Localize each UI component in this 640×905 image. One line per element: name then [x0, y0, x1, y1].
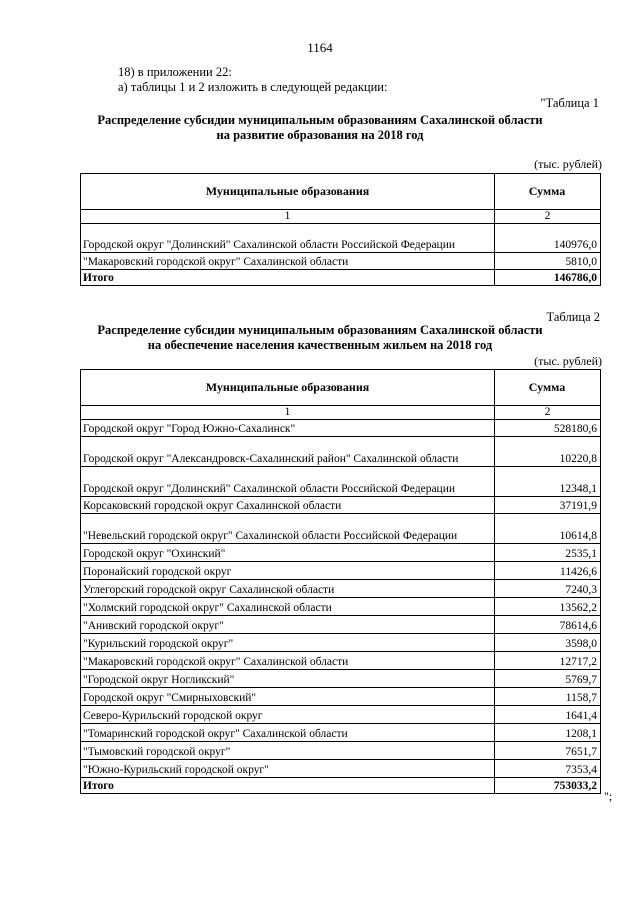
table2-row-sum: 7353,4 — [495, 760, 601, 778]
table2-row-name: "Невельский городской округ" Сахалинской области Российской Федерации — [81, 514, 495, 544]
table2-row-sum: 12717,2 — [495, 652, 601, 670]
table2-row-name: "Макаровский городской округ" Сахалинской области — [81, 652, 495, 670]
table2-row-name: Поронайский городской округ — [81, 562, 495, 580]
table-row — [81, 437, 601, 467]
table2-row-name: Городской округ "Охинский" — [81, 544, 495, 562]
table1-col-index-1: 1 — [81, 210, 495, 224]
table2-title-line2: на обеспечение населения качественным жильем на 2018 год — [147, 338, 493, 352]
table2-row-sum: 78614,6 — [495, 616, 601, 634]
table-row — [81, 706, 601, 724]
page-number: 1164 — [307, 40, 333, 55]
table2-label: Таблица 2 — [546, 310, 600, 324]
table2-row-sum: 10614,8 — [495, 514, 601, 544]
table-row — [81, 580, 601, 598]
table1-row-sum: 5810,0 — [495, 253, 601, 270]
table-row — [81, 224, 601, 253]
table2-row-sum: 5769,7 — [495, 670, 601, 688]
table2-row-name: Городской округ "Долинский" Сахалинской области Российской Федерации — [81, 467, 495, 497]
table2-row-name: "Анивский городской округ" — [81, 616, 495, 634]
table2-row-sum: 1208,1 — [495, 724, 601, 742]
table2-row-name: "Курильский городской округ" — [81, 634, 495, 652]
table2-total-label: Итого — [81, 778, 495, 794]
table2-total-sum: 753033,2 — [495, 778, 601, 794]
table-row — [81, 634, 601, 652]
table1 — [80, 173, 601, 286]
table-row — [81, 724, 601, 742]
table-row — [81, 652, 601, 670]
table2-col-name-header: Муниципальные образования — [81, 370, 495, 406]
table2-row-sum: 1158,7 — [495, 688, 601, 706]
table2-row-name: Корсаковский городской округ Сахалинской области — [81, 497, 495, 514]
table1-col-sum-header: Сумма — [495, 174, 601, 210]
table-row — [81, 688, 601, 706]
table2-row-name: Углегорский городской округ Сахалинской области — [81, 580, 495, 598]
table1-row-name: "Макаровский городской округ" Сахалинской области — [81, 253, 495, 270]
table2-row-sum: 2535,1 — [495, 544, 601, 562]
table2-row-sum: 12348,1 — [495, 467, 601, 497]
table-row — [81, 420, 601, 437]
table2-row-name: Городской округ "Смирныховский" — [81, 688, 495, 706]
table2-row-sum: 13562,2 — [495, 598, 601, 616]
table2-row-name: "Тымовский городской округ" — [81, 742, 495, 760]
table2 — [80, 369, 601, 794]
table-row — [81, 760, 601, 778]
table-row — [81, 514, 601, 544]
table1-col-index-2: 2 — [495, 210, 601, 224]
table-row — [81, 253, 601, 270]
intro-line-1: 18) в приложении 22: — [118, 65, 232, 79]
table2-col-sum-header: Сумма — [495, 370, 601, 406]
table2-col-index-2: 2 — [495, 406, 601, 420]
table2-row-name: Городской округ "Город Южно-Сахалинск" — [81, 420, 495, 437]
table1-label: "Таблица 1 — [540, 96, 599, 110]
table1-row-sum: 140976,0 — [495, 224, 601, 253]
table2-row-name: "Городской округ Ногликский" — [81, 670, 495, 688]
table2-row-sum: 37191,9 — [495, 497, 601, 514]
table-row — [81, 616, 601, 634]
table1-title-line1: Распределение субсидии муниципальным образованиям Сахалинской области — [97, 113, 543, 127]
table2-row-sum: 3598,0 — [495, 634, 601, 652]
table2-row-name: Северо-Курильский городской округ — [81, 706, 495, 724]
closing-quote: "; — [604, 789, 613, 803]
table2-row-sum: 7240,3 — [495, 580, 601, 598]
table2-row-sum: 528180,6 — [495, 420, 601, 437]
table2-row-name: "Южно-Курильский городской округ" — [81, 760, 495, 778]
table2-row-sum: 10220,8 — [495, 437, 601, 467]
table-row — [81, 670, 601, 688]
table2-row-sum: 1641,4 — [495, 706, 601, 724]
table2-row-name: Городской округ "Александровск-Сахалинский район" Сахалинской области — [81, 437, 495, 467]
intro-line-2: а) таблицы 1 и 2 изложить в следующей редакции: — [118, 80, 388, 94]
table1-total-sum: 146786,0 — [495, 270, 601, 286]
table2-row-sum: 7651,7 — [495, 742, 601, 760]
table2-title-line1: Распределение субсидии муниципальным образованиям Сахалинской области — [97, 323, 543, 337]
table1-title-line2: на развитие образования на 2018 год — [216, 128, 424, 142]
table1-row-name: Городской округ "Долинский" Сахалинской области Российской Федерации — [81, 224, 495, 253]
table-row — [81, 497, 601, 514]
table-row — [81, 562, 601, 580]
table1-total-label: Итого — [81, 270, 495, 286]
table-row — [81, 544, 601, 562]
table2-row-name: "Холмский городской округ" Сахалинской области — [81, 598, 495, 616]
table2-row-name: "Томаринский городской округ" Сахалинской области — [81, 724, 495, 742]
table-row — [81, 467, 601, 497]
table2-col-index-1: 1 — [81, 406, 495, 420]
table1-units: (тыс. рублей) — [534, 157, 602, 171]
table-row — [81, 598, 601, 616]
table2-units: (тыс. рублей) — [534, 354, 602, 368]
table2-row-sum: 11426,6 — [495, 562, 601, 580]
table1-col-name-header: Муниципальные образования — [81, 174, 495, 210]
table-row — [81, 742, 601, 760]
